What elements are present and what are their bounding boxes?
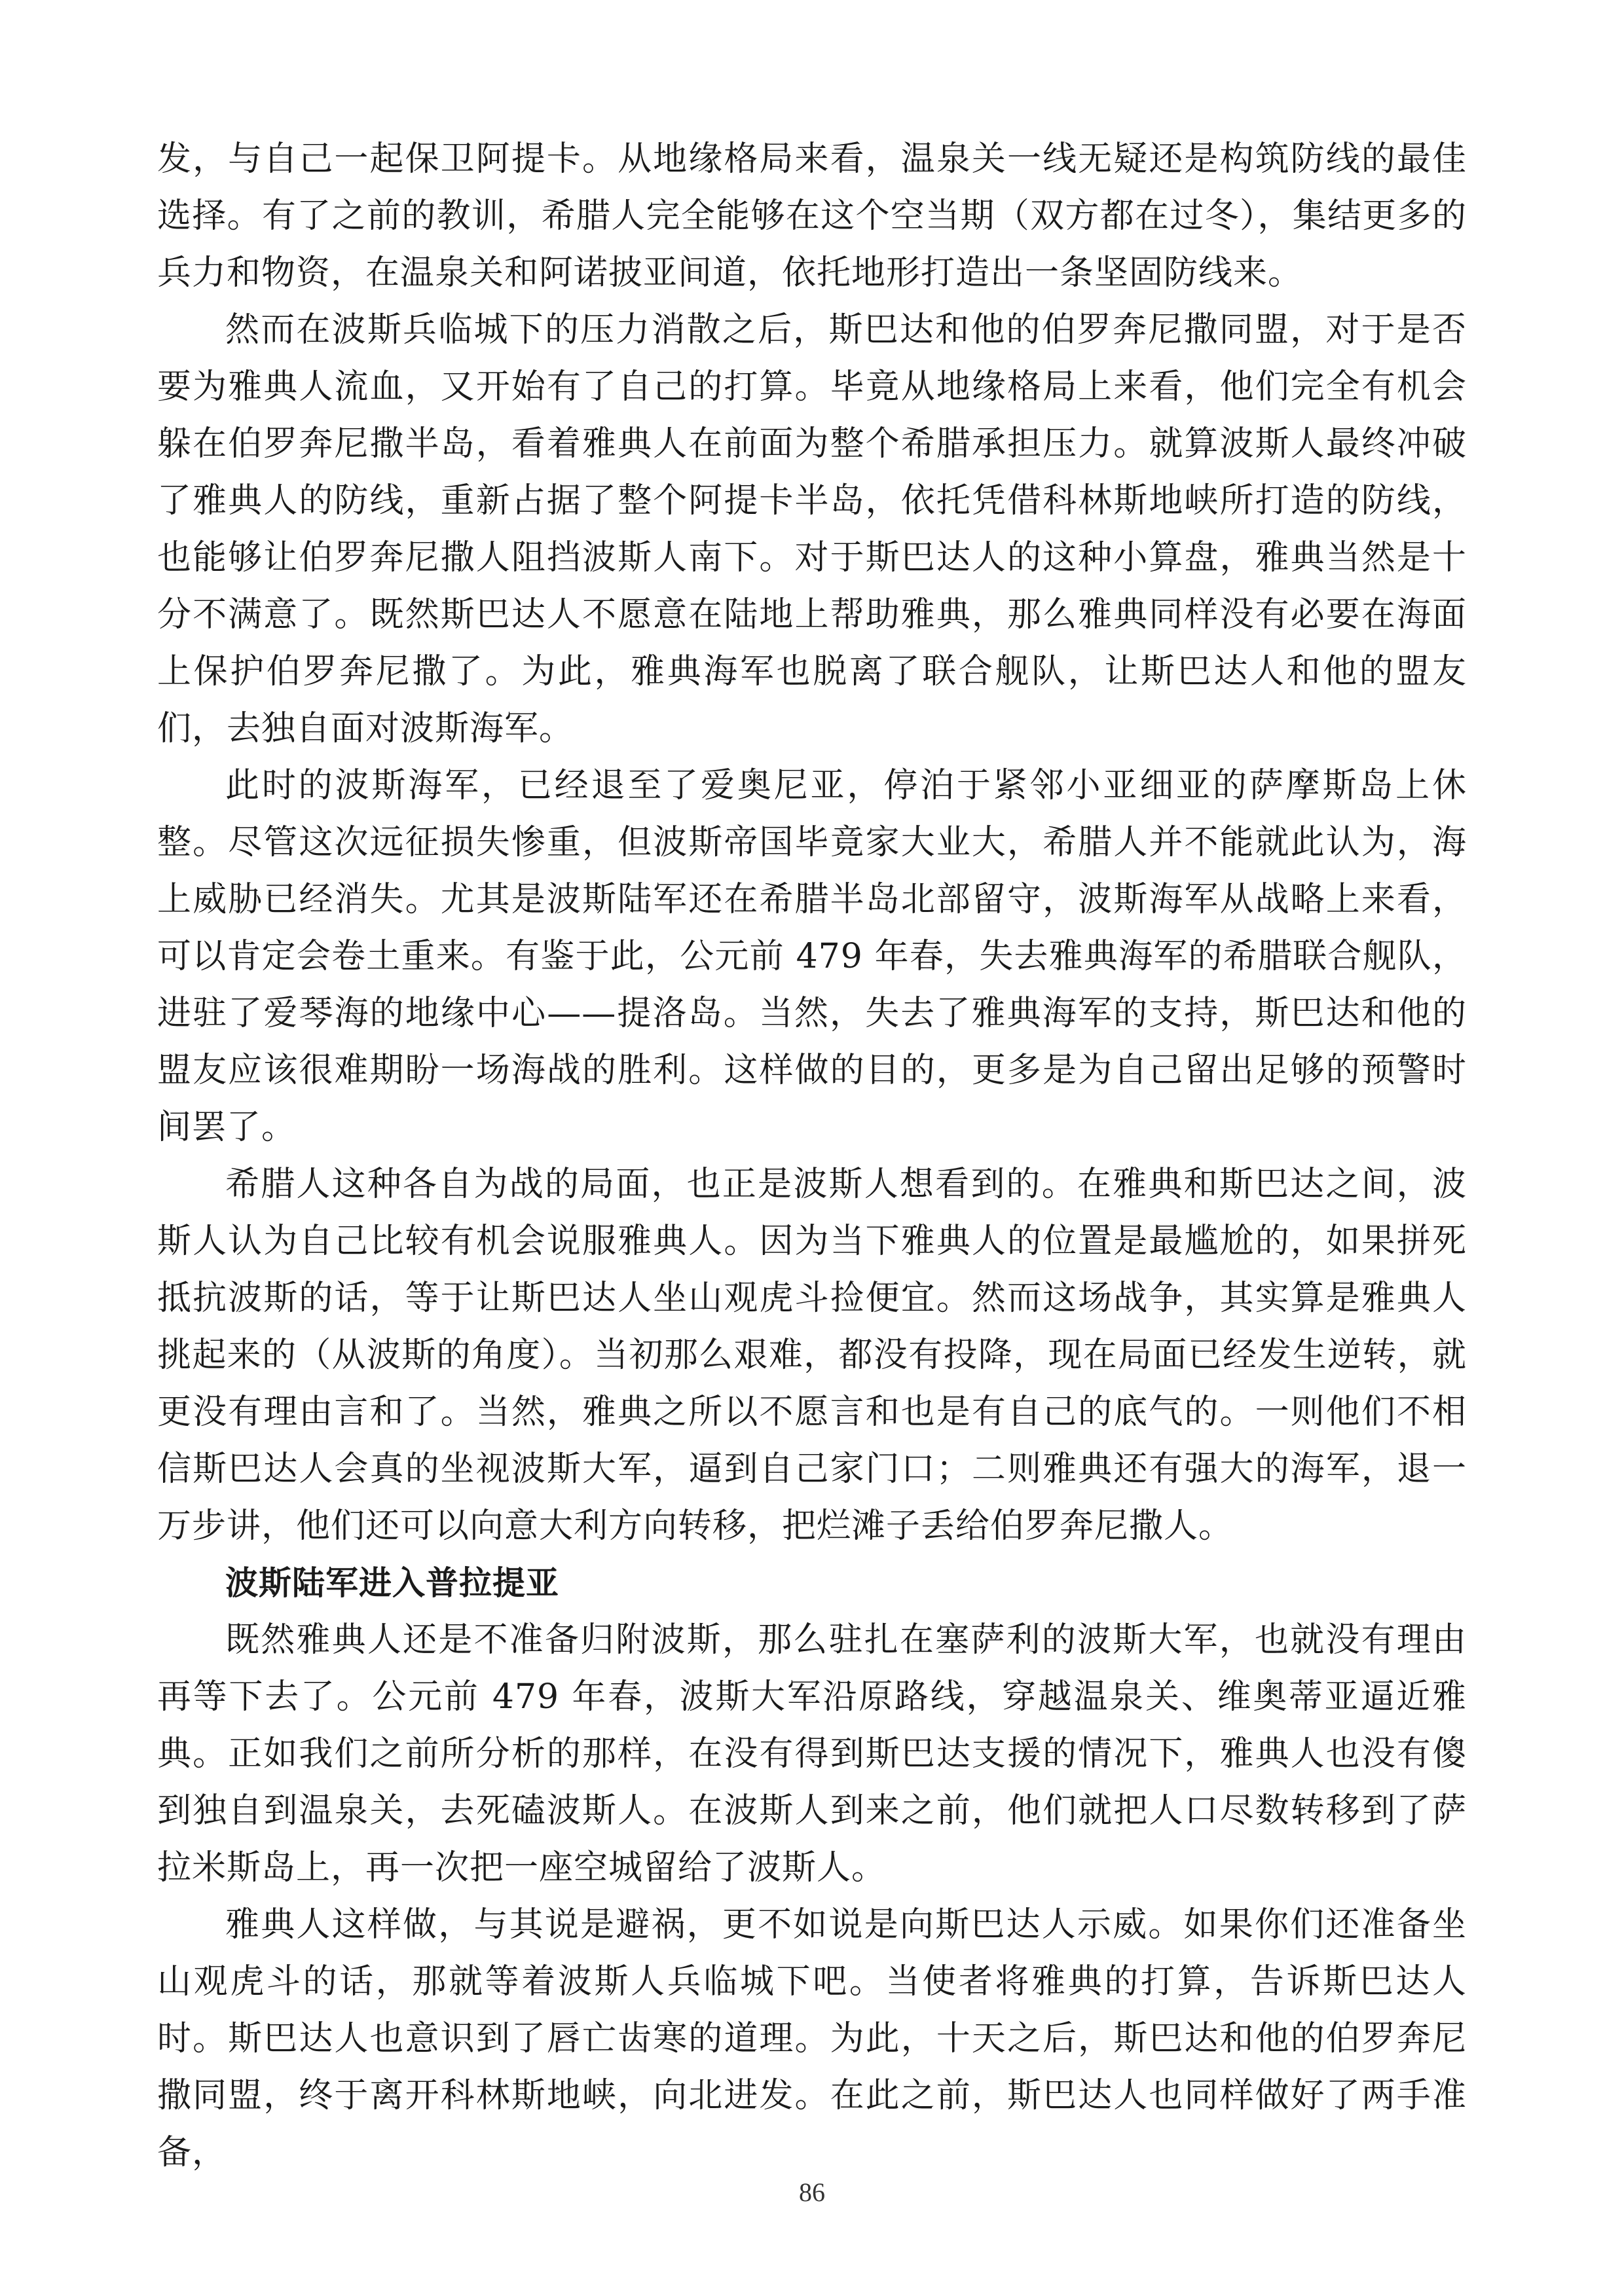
paragraph: 希腊人这种各自为战的局面，也正是波斯人想看到的。在雅典和斯巴达之间，波斯人认为自己比较有机会说服雅典人。因为当下雅典人的位置是最尴尬的，如果拼死抵抗波斯的话，等于让斯巴达人坐山观虎斗捡便宜。然而这场战争，其实算是雅典人挑起来的（从波斯的角度）。当初那么艰难，都没有投降，现在局面已经发生逆转，就更没有理由言和了。当然，雅典之所以不愿言和也是有自己的底气的。一则他们不相信斯巴达人会真的坐视波斯大军，逼到自己家门口；二则雅典还有强大的海军，退一万步讲，他们还可以向意大利方向转移，把烂滩子丢给伯罗奔尼撒人。 — [157, 1165, 1467, 1546]
paragraph: 雅典人这样做，与其说是避祸，更不如说是向斯巴达人示威。如果你们还准备坐山观虎斗的话，那就等着波斯人兵临城下吧。当使者将雅典的打算，告诉斯巴达人时。斯巴达人也意识到了唇亡齿寒的道理。为此，十天之后，斯巴达和他的伯罗奔尼撒同盟，终于离开科林斯地峡，向北进发。在此之前，斯巴达人也同样做好了两手准备， — [157, 1905, 1467, 2172]
page-number: 86 — [799, 2178, 825, 2207]
paragraph: 然而在波斯兵临城下的压力消散之后，斯巴达和他的伯罗奔尼撒同盟，对于是否要为雅典人流血，又开始有了自己的打算。毕竟从地缘格局上来看，他们完全有机会躲在伯罗奔尼撒半岛，看着雅典人在前面为整个希腊承担压力。就算波斯人最终冲破了雅典人的防线，重新占据了整个阿提卡半岛，依托凭借科林斯地峡所打造的防线，也能够让伯罗奔尼撒人阻挡波斯人南下。对于斯巴达人的这种小算盘，雅典当然是十分不满意了。既然斯巴达人不愿意在陆地上帮助雅典，那么雅典同样没有必要在海面上保护伯罗奔尼撒了。为此，雅典海军也脱离了联合舰队，让斯巴达人和他的盟友们，去独自面对波斯海军。 — [157, 310, 1467, 748]
paragraph: 既然雅典人还是不准备归附波斯，那么驻扎在塞萨利的波斯大军，也就没有理由再等下去了。公元前 479 年春，波斯大军沿原路线，穿越温泉关、维奥蒂亚逼近雅典。正如我们之前所分析的那样，在没有得到斯巴达支援的情况下，雅典人也没有傻到独自到温泉关，去死磕波斯人。在波斯人到来之前，他们就把人口尽数转移到了萨拉米斯岛上，再一次把一座空城留给了波斯人。 — [157, 1620, 1467, 1887]
section-heading: 波斯陆军进入普拉提亚 — [225, 1564, 559, 1602]
paragraph: 发，与自己一起保卫阿提卡。从地缘格局来看，温泉关一线无疑还是构筑防线的最佳选择。有了之前的教训，希腊人完全能够在这个空当期（双方都在过冬），集结更多的兵力和物资，在温泉关和阿诺披亚间道，依托地形打造出一条坚固防线来。 — [157, 139, 1467, 293]
paragraph: 此时的波斯海军，已经退至了爱奥尼亚，停泊于紧邻小亚细亚的萨摩斯岛上休整。尽管这次远征损失惨重，但波斯帝国毕竟家大业大，希腊人并不能就此认为，海上威胁已经消失。尤其是波斯陆军还在希腊半岛北部留守，波斯海军从战略上来看，可以肯定会卷土重来。有鉴于此，公元前 479 年春，失去雅典海军的希腊联合舰队，进驻了爱琴海的地缘中心——提洛岛。当然，失去了雅典海军的支持，斯巴达和他的盟友应该很难期盼一场海战的胜利。这样做的目的，更多是为自己留出足够的预警时间罢了。 — [157, 766, 1467, 1147]
page-body — [157, 131, 1467, 2181]
